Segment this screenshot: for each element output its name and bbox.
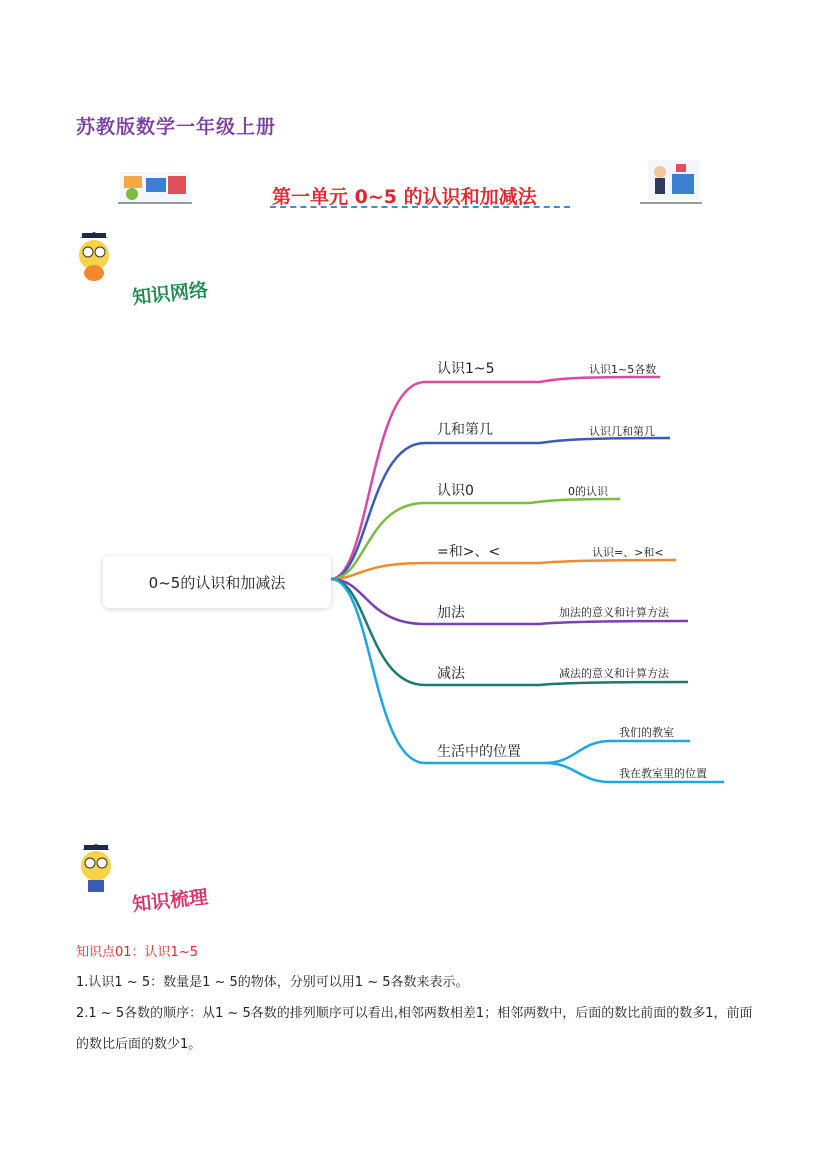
branch-label-1: 认识1~5 bbox=[437, 361, 495, 377]
branch-label-4: =和>、< bbox=[437, 544, 501, 560]
paragraph-2: 2.1 ~ 5各数的顺序：从1 ~ 5各数的排列顺序可以看出,相邻两数相差1；相邻两数中，后面的数比前面的数多1，前面的数比后面的数少1。 bbox=[76, 1006, 753, 1052]
knowledge-point-heading: 知识点01：认识1~5 bbox=[76, 945, 198, 960]
unit-title: 第一单元 0~5 的认识和加减法 bbox=[272, 186, 537, 208]
owl-mascot-icon bbox=[79, 232, 109, 281]
branch-label-5: 加法 bbox=[437, 605, 465, 621]
unit-title-underline bbox=[270, 206, 570, 208]
branch-label-6: 减法 bbox=[437, 666, 465, 682]
branch-line-4 bbox=[331, 560, 676, 579]
leaf-label-4: 认识=、>和< bbox=[592, 546, 664, 559]
leaf-label-7b: 我在教室里的位置 bbox=[619, 767, 707, 780]
left-illustration-icon bbox=[118, 172, 192, 203]
branch-label-7: 生活中的位置 bbox=[437, 744, 521, 760]
section-title-network: 知识网络 bbox=[131, 279, 210, 309]
branch-line-7a bbox=[545, 741, 690, 763]
leaf-label-3: 0的认识 bbox=[568, 485, 608, 498]
leaf-label-7a: 我们的教室 bbox=[619, 726, 674, 739]
mindmap-connectors bbox=[331, 377, 724, 782]
paragraph-1: 1.认识1 ~ 5：数量是1 ~ 5的物体，分别可以用1 ~ 5各数来表示。 bbox=[76, 975, 469, 990]
branch-label-2: 几和第几 bbox=[437, 422, 493, 438]
section-title-review: 知识梳理 bbox=[131, 886, 210, 916]
owl-mascot-icon bbox=[81, 844, 111, 892]
mindmap-central-node: 0~5的认识和加减法 bbox=[103, 556, 331, 608]
right-illustration-icon bbox=[640, 160, 702, 203]
leaf-label-1: 认识1~5各数 bbox=[589, 363, 657, 376]
branch-label-3: 认识0 bbox=[437, 483, 474, 499]
book-title: 苏教版数学一年级上册 bbox=[76, 116, 277, 138]
leaf-label-6: 减法的意义和计算方法 bbox=[559, 667, 669, 680]
leaf-label-5: 加法的意义和计算方法 bbox=[559, 606, 669, 619]
leaf-label-2: 认识几和第几 bbox=[589, 425, 655, 438]
